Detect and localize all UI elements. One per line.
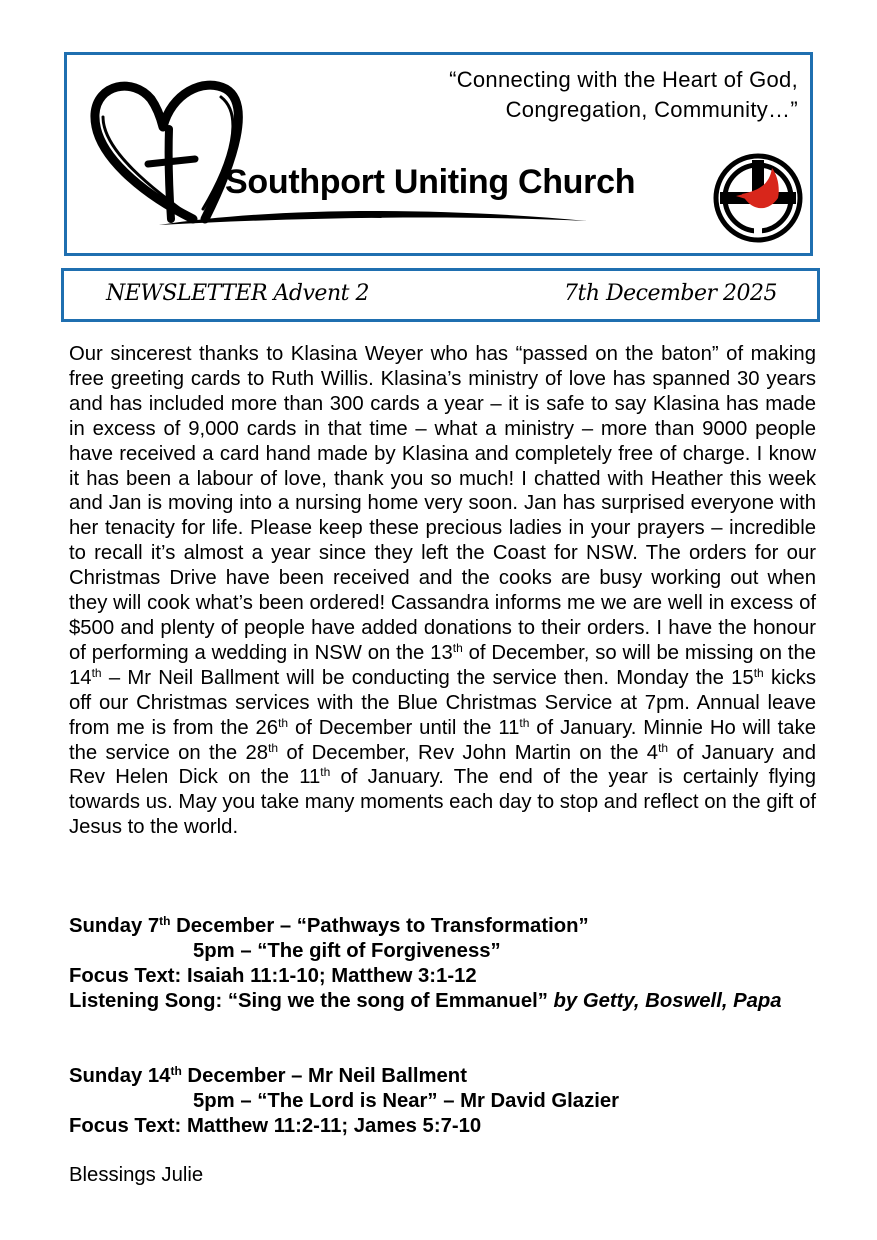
service-evening: 5pm – “The gift of Forgiveness”: [193, 939, 501, 962]
article-text: – Mr Neil Ballment will be conducting the service then. Monday the 15: [101, 666, 754, 689]
service-evening: 5pm – “The Lord is Near” – Mr David Glazier: [193, 1089, 620, 1112]
ordinal-suffix: th: [658, 740, 669, 755]
newsletter-label: NEWSLETTER Advent 2: [106, 281, 369, 306]
article-text: of December, Rev John Martin on the 4: [278, 741, 659, 764]
service-focus-text: Focus Text: Isaiah 11:1-10; Matthew 3:1-12: [69, 964, 477, 987]
tagline-line-2: Congregation, Community…”: [505, 97, 798, 122]
ordinal-suffix: th: [753, 665, 764, 680]
ordinal-suffix: th: [278, 715, 289, 730]
newsletter-bar: [61, 268, 820, 322]
ordinal-suffix: th: [519, 715, 530, 730]
tagline: [449, 65, 798, 125]
article-text: kicks off our Christmas services with the Blue Christmas Service at 7pm. Annual leave from me is from the 26: [69, 666, 817, 739]
article-text: Our sincerest thanks to Klasina Weyer who has “passed on the baton” of making free greeting cards to Ruth Willis. Klasina’s ministry of love has spanned 30 years and has included more than 300 cards a year – it is safe to say Klasina has made in excess of 9,000 cards in that time – what a ministry – more than 9000 people have received a card hand made by Klasina and completely free of charge. I know it has been a labour of love, thank you so much! I chatted with Heather this week and Jan is moving into a nursing home very soon. Jan has surprised everyone with her tenacity for life. Please keep these precious ladies in your prayers – incredible to recall it’s almost a year since they left the Coast for NSW. The orders for our Christmas Drive have been received and the cooks are busy working out when they will cook what’s been ordered! Cassandra informs me we are well in excess of $500 and plenty of people have added donations to their orders. I have the honour of performing a wedding in NSW on the 13: [69, 343, 816, 664]
song-credit: by Getty, Boswell, Papa: [547, 989, 782, 1012]
ordinal-suffix: th: [452, 640, 463, 655]
tagline-line-1: “Connecting with the Heart of God,: [449, 67, 798, 92]
service-focus-text: Focus Text: Matthew 11:2-11; James 5:7-10: [69, 1114, 482, 1137]
service-block-1: [69, 914, 819, 1014]
church-name: Southport Uniting Church: [225, 163, 636, 201]
service-song: Listening Song: “Sing we the song of Emmanuel” by Getty, Boswell, Papa: [69, 989, 782, 1012]
service-block-2: [69, 1064, 819, 1139]
signoff: Blessings Julie: [69, 1164, 204, 1186]
article-text: of December until the 11: [288, 716, 520, 739]
article-text: of January. The end of the year is certainly flying towards us. May you take many moments each day to stop and reflect on the gift of Jesus to the world.: [69, 766, 816, 839]
article-text: of January and Rev Helen Dick on the 11: [69, 741, 816, 789]
underline-swoosh: [157, 203, 597, 229]
masthead: [64, 52, 813, 256]
uniting-church-logo-icon: [712, 152, 804, 244]
service-heading: Sunday 14th December – Mr Neil Ballment: [69, 1064, 467, 1087]
article-text: of January. Minnie Ho will take the service on the 28: [69, 716, 817, 764]
ordinal-suffix: th: [268, 740, 279, 755]
ordinal-suffix: th: [91, 665, 102, 680]
article-text: of December, so will be missing on the 14: [69, 641, 816, 689]
service-heading: Sunday 7th December – “Pathways to Transformation”: [69, 914, 589, 937]
article-body: [69, 342, 816, 840]
ordinal-suffix: th: [320, 765, 331, 780]
newsletter-date: 7th December 2025: [564, 281, 777, 306]
